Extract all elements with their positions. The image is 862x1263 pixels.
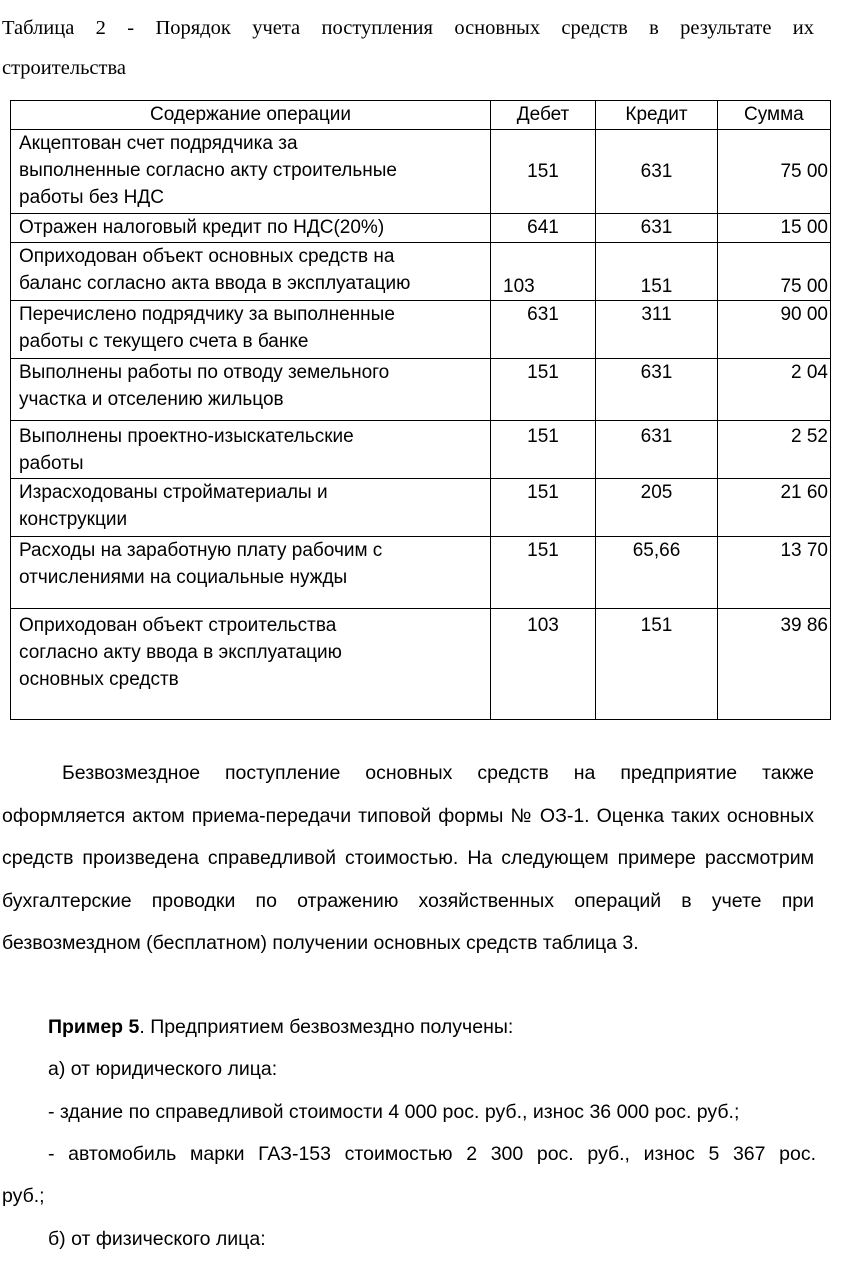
table-caption-line-1: Таблица 2 - Порядок учета поступления основных средств в результате их bbox=[2, 17, 814, 39]
operation-cell bbox=[11, 130, 491, 214]
operation-cell bbox=[11, 214, 491, 243]
table-row bbox=[11, 301, 831, 359]
table-row bbox=[11, 359, 831, 421]
table-caption bbox=[2, 8, 814, 88]
credit-cell: 65,66 bbox=[596, 537, 718, 609]
example-label: Пример 5 bbox=[48, 1016, 140, 1038]
table-row bbox=[11, 214, 831, 243]
example-text: . Предприятием безвозмездно получены: bbox=[139, 1016, 514, 1038]
credit-cell: 311 bbox=[596, 301, 718, 359]
table-row bbox=[11, 243, 831, 301]
operation-cell bbox=[11, 359, 491, 421]
debit-cell: 641 bbox=[491, 214, 596, 243]
operation-cell bbox=[11, 421, 491, 479]
item-building: - здание по справедливой стоимости 4 000 рос. руб., износ 36 000 рос. руб.; bbox=[48, 1101, 740, 1123]
sum-cell: 21 60 bbox=[718, 479, 831, 537]
operation-text-line: работы без НДС bbox=[19, 187, 164, 208]
sum-cell: 2 52 bbox=[718, 421, 831, 479]
item-b: б) от физического лица: bbox=[48, 1228, 266, 1250]
operation-text-line: Отражен налоговый кредит по НДС(20%) bbox=[19, 217, 385, 238]
debit-cell: 103 bbox=[491, 609, 596, 720]
operation-cell bbox=[11, 243, 491, 301]
sum-cell: 2 04 bbox=[718, 359, 831, 421]
credit-cell: 205 bbox=[596, 479, 718, 537]
operation-text-line: выполненные согласно акту строительные bbox=[19, 160, 397, 181]
debit-cell: 631 bbox=[491, 301, 596, 359]
credit-cell: 631 bbox=[596, 359, 718, 421]
header-debit: Дебет bbox=[491, 101, 596, 130]
debit-cell: 151 bbox=[491, 359, 596, 421]
operation-text-line: работы с текущего счета в банке bbox=[19, 331, 309, 352]
sum-cell: 90 00 bbox=[718, 301, 831, 359]
header-operation: Содержание операции bbox=[11, 101, 491, 130]
table-header-row bbox=[11, 101, 831, 130]
debit-cell: 151 bbox=[491, 421, 596, 479]
operation-cell bbox=[11, 537, 491, 609]
operation-cell bbox=[11, 609, 491, 720]
operation-text-line: конструкции bbox=[19, 509, 128, 530]
table-caption-line-2: строительства bbox=[2, 57, 126, 79]
table-row bbox=[11, 421, 831, 479]
operation-text-line: Расходы на заработную плату рабочим с bbox=[19, 540, 383, 561]
operation-text-line: отчислениями на социальные нужды bbox=[19, 567, 348, 588]
table-row bbox=[11, 537, 831, 609]
operation-text-line: Оприходован объект строительства bbox=[19, 615, 337, 636]
operation-text-line: основных средств bbox=[19, 669, 179, 690]
credit-cell: 631 bbox=[596, 130, 718, 214]
operation-text-line: работы bbox=[19, 453, 84, 474]
credit-cell: 151 bbox=[596, 243, 718, 301]
sum-cell: 75 00 bbox=[718, 130, 831, 214]
sum-cell: 75 00 bbox=[718, 243, 831, 301]
item-car-line-2: руб.; bbox=[2, 1185, 45, 1207]
sum-cell: 15 00 bbox=[718, 214, 831, 243]
debit-cell: 151 bbox=[491, 537, 596, 609]
operation-text-line: Выполнены проектно-изыскательские bbox=[19, 426, 354, 447]
operation-text-line: баланс согласно акта ввода в эксплуатацию bbox=[19, 273, 411, 294]
table-row bbox=[11, 609, 831, 720]
operation-text-line: согласно акту ввода в эксплуатацию bbox=[19, 642, 342, 663]
table-row bbox=[11, 130, 831, 214]
operation-text-line: участка и отселению жильцов bbox=[19, 389, 284, 410]
table-row bbox=[11, 479, 831, 537]
operation-cell bbox=[11, 301, 491, 359]
body-paragraph: Безвозмездное поступление основных средств на предприятие также оформляется актом приема-передачи типовой формы № ОЗ-1. Оценка таких основных средств произведена справедливой стоимостью. На следующем примере рассмотрим бухгалтерские проводки по отражению хозяйственных операций в учете при безвозмездном (бесплатном) получении основных средств таблица 3. bbox=[2, 762, 814, 954]
operation-text-line: Перечислено подрядчику за выполненные bbox=[19, 304, 395, 325]
item-car-line-1: - автомобиль марки ГАЗ-153 стоимостью 2 300 рос. руб., износ 5 367 рос. bbox=[48, 1143, 816, 1165]
credit-cell: 631 bbox=[596, 421, 718, 479]
operation-cell bbox=[11, 479, 491, 537]
debit-cell: 103 bbox=[491, 243, 596, 301]
debit-cell: 151 bbox=[491, 130, 596, 214]
operation-text-line: Акцептован счет подрядчика за bbox=[19, 133, 298, 154]
operations-table bbox=[10, 100, 831, 720]
item-a: а) от юридического лица: bbox=[48, 1058, 278, 1080]
credit-cell: 151 bbox=[596, 609, 718, 720]
operation-text-line: Израсходованы стройматериалы и bbox=[19, 482, 328, 503]
header-sum: Сумма bbox=[718, 101, 831, 130]
example-heading bbox=[48, 1012, 862, 1042]
debit-cell: 151 bbox=[491, 479, 596, 537]
credit-cell: 631 bbox=[596, 214, 718, 243]
operation-text-line: Выполнены работы по отводу земельного bbox=[19, 362, 390, 383]
sum-cell: 13 70 bbox=[718, 537, 831, 609]
sum-cell: 39 86 bbox=[718, 609, 831, 720]
operation-text-line: Оприходован объект основных средств на bbox=[19, 246, 395, 267]
header-credit: Кредит bbox=[596, 101, 718, 130]
